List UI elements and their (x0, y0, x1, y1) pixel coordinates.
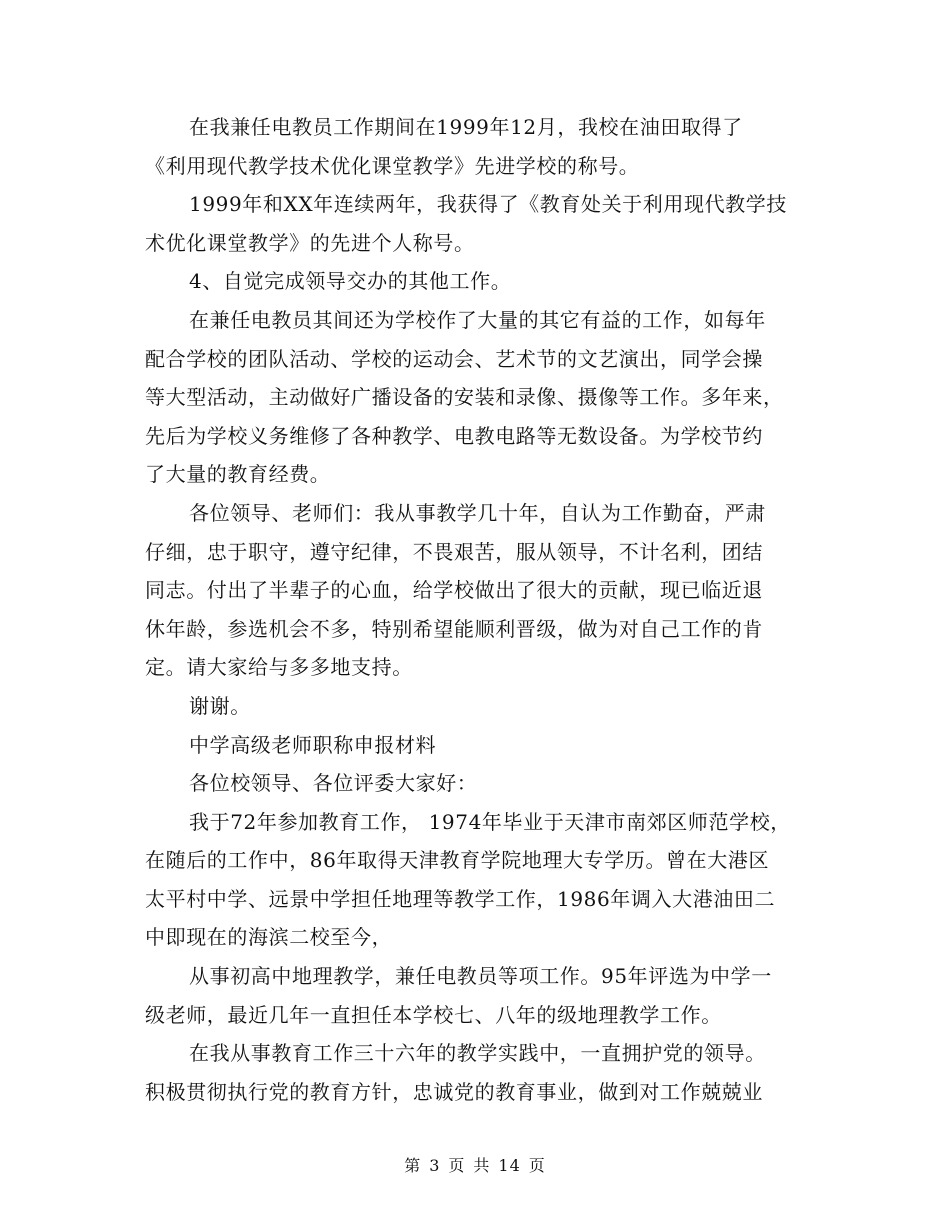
text-line: 1999年和XX年连续两年，我获得了《教育处关于利用现代教学技 (189, 192, 787, 217)
text-line: 在我从事教育工作三十六年的教学实践中，一直拥护党的领导。 (189, 1041, 766, 1066)
text-line: 中即现在的海滨二校至今， (145, 925, 393, 950)
text-line: 太平村中学、远景中学担任地理等教学工作，1986年调入大港油田二 (145, 886, 776, 911)
section-heading: 4、自觉完成领导交办的其他工作。 (189, 269, 512, 294)
footer-page-label: 页 (448, 1156, 466, 1175)
text-line: 在兼任电教员其间还为学校作了大量的其它有益的工作，如每年 (189, 307, 766, 332)
footer-total-label: 共 (473, 1156, 491, 1175)
text-line: 各位领导、老师们：我从事教学几十年，自认为工作勤奋，严肃 (189, 500, 766, 525)
greeting-line: 各位校领导、各位评委大家好： (189, 771, 478, 796)
text-line: 先后为学校义务维修了各种教学、电教电路等无数设备。为学校节约 (145, 423, 763, 448)
text-line: 《利用现代教学技术优化课堂教学》先进学校的称号。 (145, 153, 640, 178)
text-line: 谢谢。 (189, 693, 251, 718)
text-line: 我于72年参加教育工作， 1974年毕业于天津市南郊区师范学校， (189, 809, 791, 834)
text-line: 术优化课堂教学》的先进个人称号。 (145, 230, 475, 255)
text-line: 同志。付出了半辈子的心血，给学校做出了很大的贡献，现已临近退 (145, 578, 763, 603)
page-footer (0, 1153, 950, 1176)
text-line: 休年龄，参选机会不多，特别希望能顺利晋级，做为对自己工作的肯 (145, 616, 763, 641)
text-line: 在随后的工作中，86年取得天津教育学院地理大专学历。曾在大港区 (145, 848, 770, 873)
text-line: 在我兼任电教员工作期间在1999年12月，我校在油田取得了 (189, 115, 743, 139)
footer-suffix: 页 (528, 1156, 546, 1175)
text-line: 仔细，忠于职守，遵守纪律，不畏艰苦，服从领导，不计名利，团结 (145, 539, 763, 564)
text-line: 从事初高中地理教学，兼任电教员等项工作。95年评选为中学一 (189, 964, 772, 989)
text-line: 积极贯彻执行党的教育方针，忠诚党的教育事业，做到对工作兢兢业 (145, 1079, 763, 1104)
text-line: 级老师，最近几年一直担任本学校七、八年的级地理教学工作。 (145, 1002, 722, 1027)
text-line: 定。请大家给与多多地支持。 (145, 655, 413, 680)
total-pages-number: 14 (498, 1156, 521, 1175)
text-line: 配合学校的团队活动、学校的运动会、艺术节的文艺演出，同学会操 (145, 346, 763, 371)
text-line: 等大型活动，主动做好广播设备的安装和录像、摄像等工作。多年来， (145, 385, 784, 410)
current-page-number: 3 (429, 1156, 441, 1175)
text-line: 了大量的教育经费。 (145, 462, 331, 487)
footer-prefix: 第 (404, 1156, 422, 1175)
document-title: 中学高级老师职称申报材料 (189, 732, 437, 757)
body-text (145, 108, 810, 1111)
